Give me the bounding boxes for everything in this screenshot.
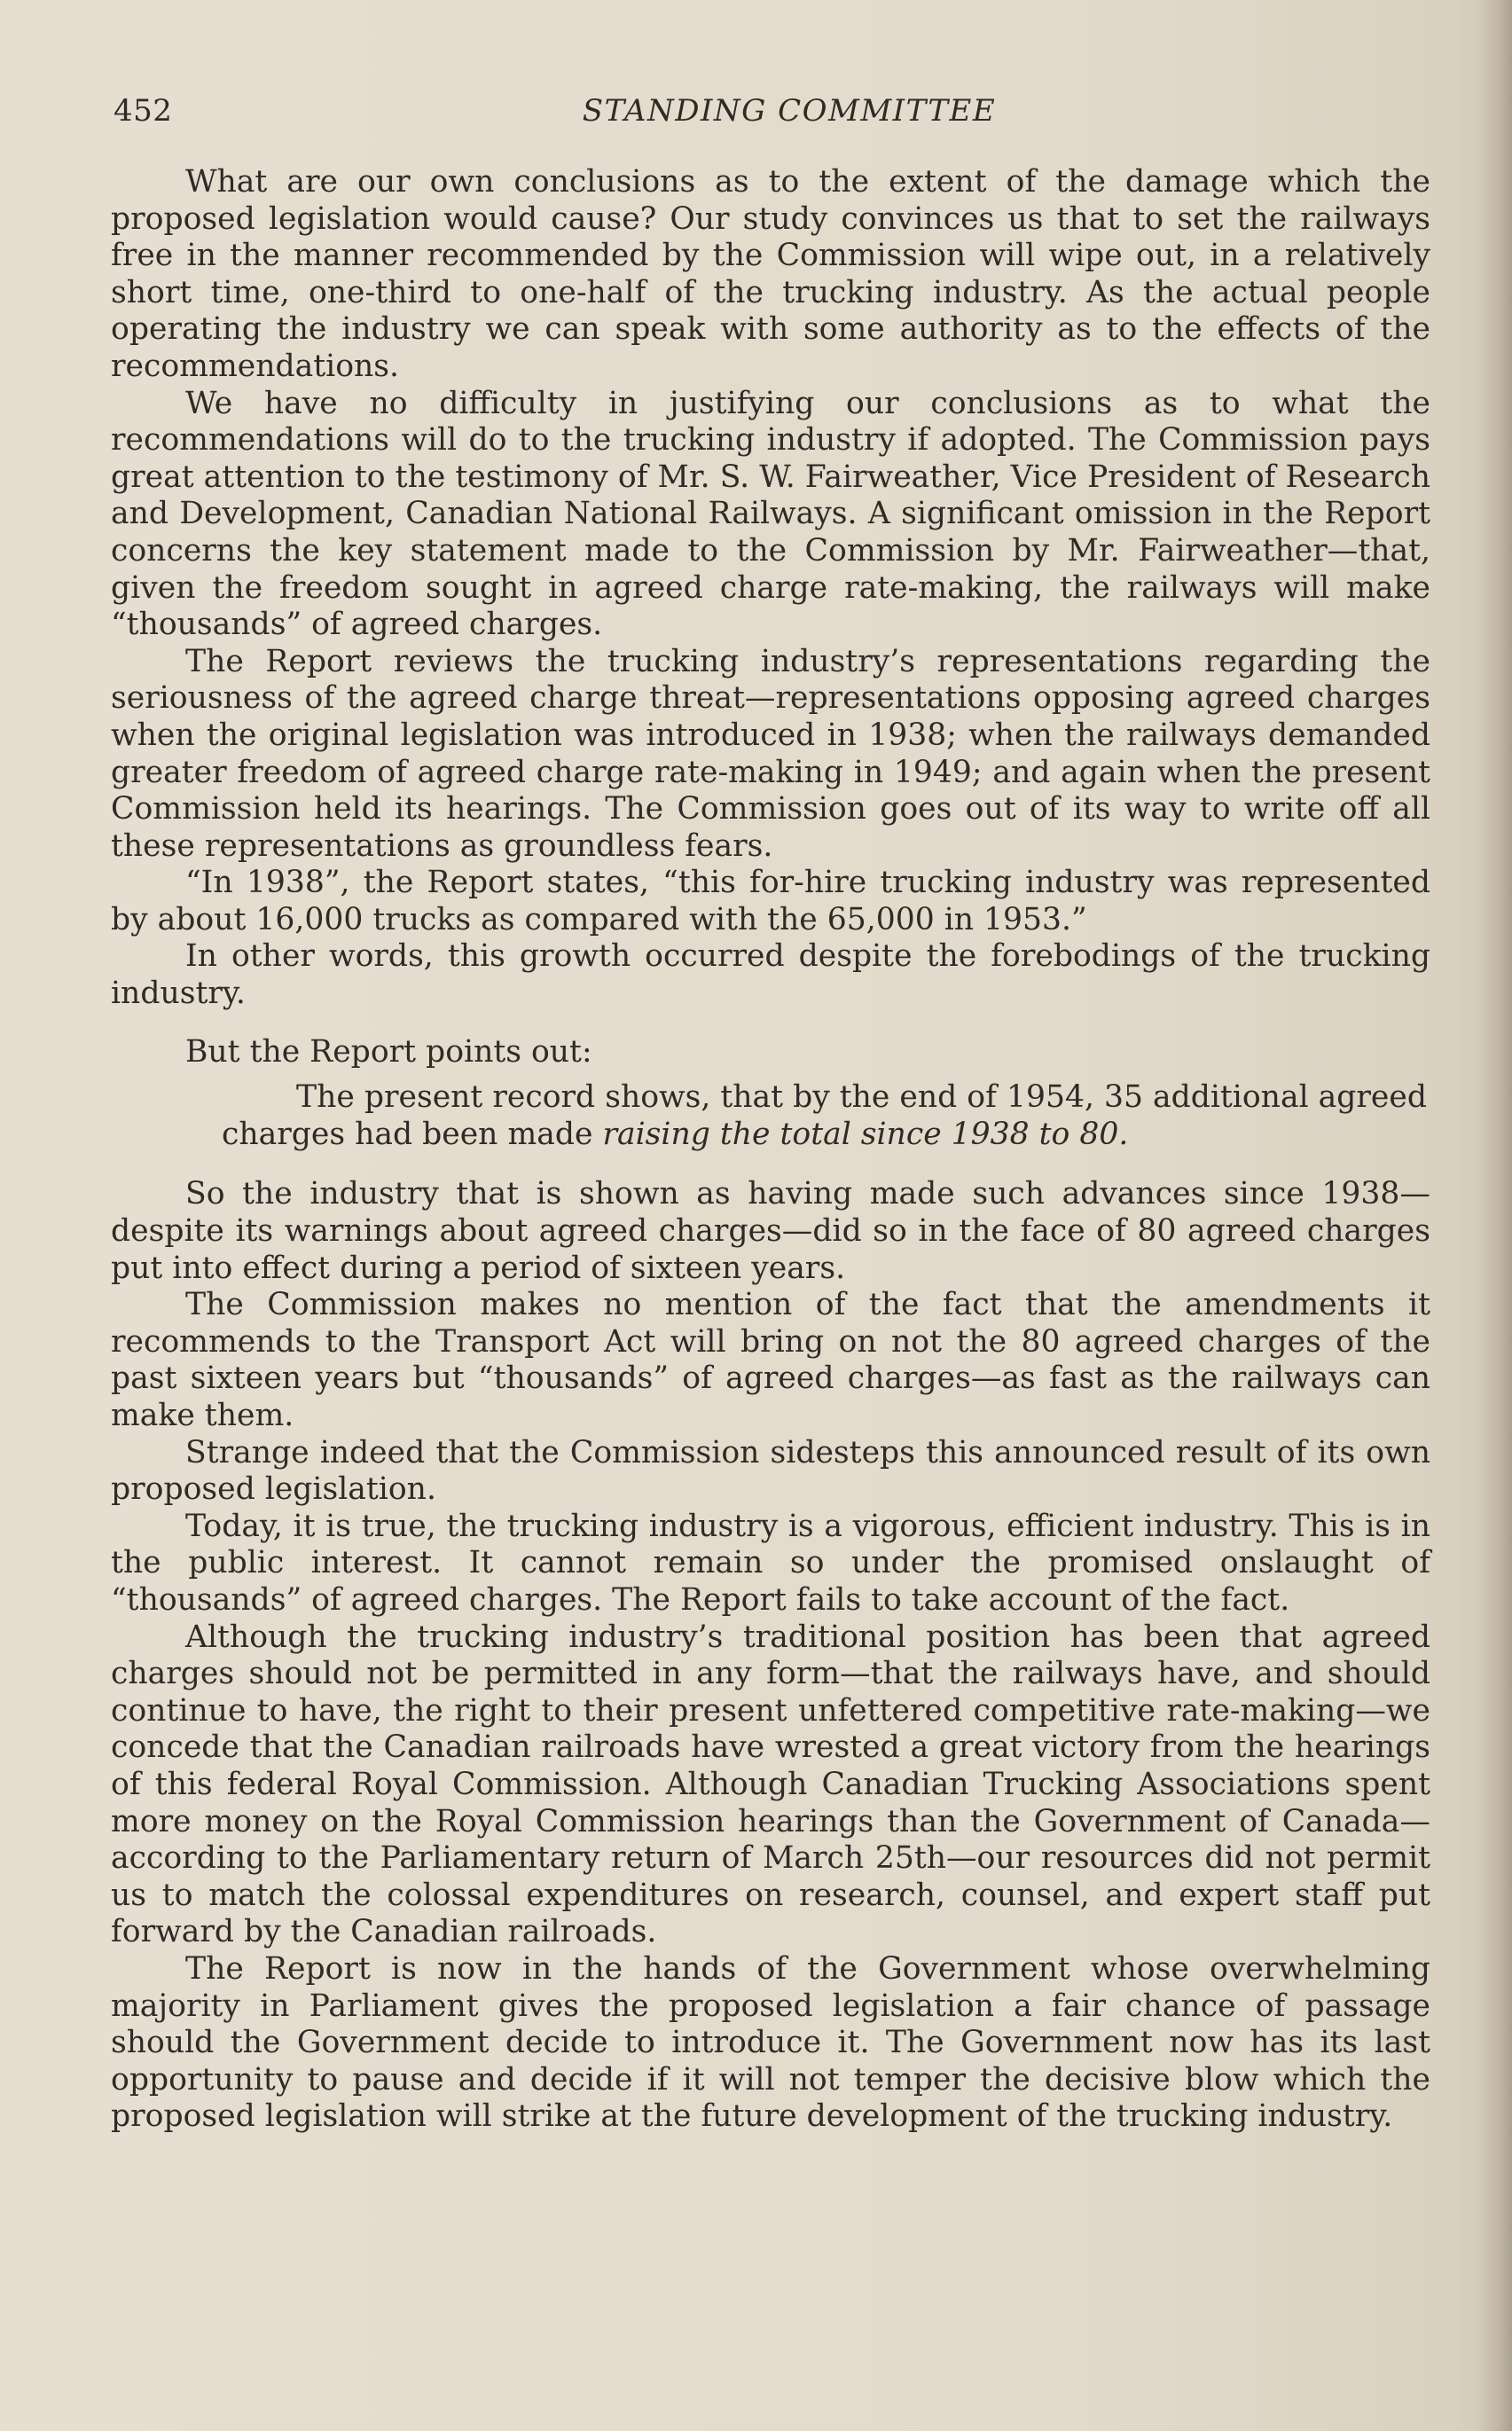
paragraph: In other words, this growth occurred despite the forebodings of the trucking industry. — [111, 938, 1430, 1012]
paragraph: But the Report points out: — [185, 1033, 592, 1070]
paragraph: The Commission makes no mention of the fact that the amendments it recommends to the Transport Act will bring on not the 80 agreed charges of the past sixteen years but “thousands” of agreed charges—as fast as the railways can make them. — [111, 1287, 1430, 1433]
running-title: STANDING COMMITTEE — [582, 93, 997, 129]
page-header — [114, 89, 1430, 133]
paragraph: Today, it is true, the trucking industry is a vigorous, efficient industry. This is in the public interest. It cannot remain so under the promised onslaught of “thousands” of agreed charges. The Report fails to take account of the fact. — [111, 1508, 1430, 1618]
paragraph: The Report reviews the trucking industry’s representations regarding the seriousness of the agreed charge threat—representations opposing agreed charges when the original legislation was introduced in 1938; when the railways demanded greater freedom of agreed charge rate-making in 1949; and again when the present Commission held its hearings. The Commission goes out of its way to write off all these representations as groundless fears. — [111, 643, 1430, 864]
paragraph: The Report is now in the hands of the Government whose overwhelming majority in Parliament gives the proposed legislation a fair chance of passage should the Government decide to introduce it. The Government now has its last opportunity to pause and decide if it will not temper the decisive blow which the proposed legislation will strike at the future development of the trucking industry. — [111, 1950, 1430, 2135]
paragraph: What are our own conclusions as to the extent of the damage which the proposed legislation would cause? Our study convinces us that to set the railways free in the manner recommended by the Commission will wipe out, in a relatively short time, one-third to one-half of the trucking industry. As the actual people operating the industry we can speak with some authority as to the effects of the recommendations. — [111, 164, 1430, 384]
quote-emphasis: raising the total since 1938 to 80. — [602, 1116, 1129, 1152]
paragraph: Although the trucking industry’s traditional position has been that agreed charges should not be permitted in any form—that the railways have, and should continue to have, the right to their present unfettered competitive rate-making—we concede that the Canadian railroads have wrested a great victory from the hearings of this federal Royal Commission. Although Canadian Trucking Associations spent more money on the Royal Commission hearings than the Government of Canada—according to the Parliamentary return of March 25th—our resources did not permit us to match the colossal expenditures on research, counsel, and expert staff put forward by the Canadian railroads. — [111, 1619, 1430, 1950]
paragraph: “In 1938”, the Report states, “this for-hire trucking industry was represented by about 16,000 trucks as compared with the 65,000 in 1953.” — [111, 865, 1430, 937]
body-text — [111, 164, 1430, 2136]
block-quote — [222, 1079, 1427, 1153]
quote-text: The present record shows, that by the end of 1954, 35 additional agreed charges had been made — [222, 1079, 1427, 1152]
page-number: 452 — [114, 93, 173, 129]
paragraph: Strange indeed that the Commission sidesteps this announced result of its own proposed legislation. — [111, 1434, 1430, 1508]
page-edge-shadow — [1477, 0, 1512, 2431]
paragraph: So the industry that is shown as having made such advances since 1938—despite its warnings about agreed charges—did so in the face of 80 agreed charges put into effect during a period of sixteen years. — [111, 1176, 1430, 1286]
paragraph: We have no difficulty in justifying our conclusions as to what the recommendations will do to the trucking industry if adopted. The Commission pays great attention to the testimony of Mr. S. W. Fairweather, Vice President of Research and Development, Canadian National Railways. A significant omission in the Report concerns the key statement made to the Commission by Mr. Fairweather—that, given the freedom sought in agreed charge rate-making, the railways will make “thousands” of agreed charges. — [111, 385, 1430, 643]
